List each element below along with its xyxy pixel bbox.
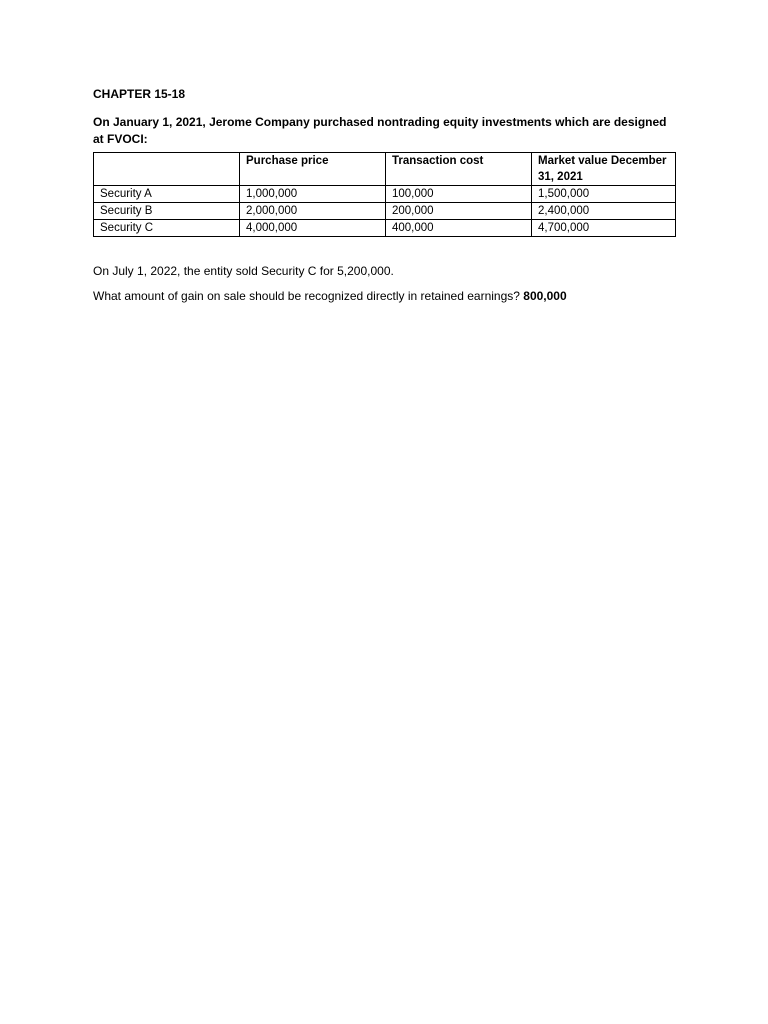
- header-cell-blank: [94, 153, 240, 186]
- security-name-cell: Security C: [94, 220, 240, 237]
- sale-statement: On July 1, 2022, the entity sold Security C for 5,200,000.: [93, 264, 394, 278]
- problem-intro: On January 1, 2021, Jerome Company purchased nontrading equity investments which are designed at FVOCI:: [93, 115, 667, 146]
- chapter-title: CHAPTER 15-18: [93, 87, 186, 101]
- transaction-cost-cell: 200,000: [386, 203, 532, 220]
- securities-table: [93, 152, 676, 237]
- transaction-cost-cell: 400,000: [386, 220, 532, 237]
- table-row: [94, 186, 676, 203]
- table-row: [94, 203, 676, 220]
- purchase-price-cell: 4,000,000: [240, 220, 386, 237]
- answer-value: 800,000: [523, 289, 567, 303]
- question-text: What amount of gain on sale should be recognized directly in retained earnings?: [93, 289, 520, 303]
- table-row: [94, 220, 676, 237]
- purchase-price-cell: 2,000,000: [240, 203, 386, 220]
- question-line: [93, 288, 677, 305]
- security-name-cell: Security A: [94, 186, 240, 203]
- market-value-cell: 1,500,000: [532, 186, 676, 203]
- header-market-value: Market value December 31, 2021: [532, 153, 676, 186]
- purchase-price-cell: 1,000,000: [240, 186, 386, 203]
- table-header-row: [94, 153, 676, 186]
- security-name-cell: Security B: [94, 203, 240, 220]
- market-value-cell: 4,700,000: [532, 220, 676, 237]
- document-page: [93, 86, 677, 305]
- transaction-cost-cell: 100,000: [386, 186, 532, 203]
- header-transaction-cost: Transaction cost: [386, 153, 532, 186]
- header-purchase-price: Purchase price: [240, 153, 386, 186]
- market-value-cell: 2,400,000: [532, 203, 676, 220]
